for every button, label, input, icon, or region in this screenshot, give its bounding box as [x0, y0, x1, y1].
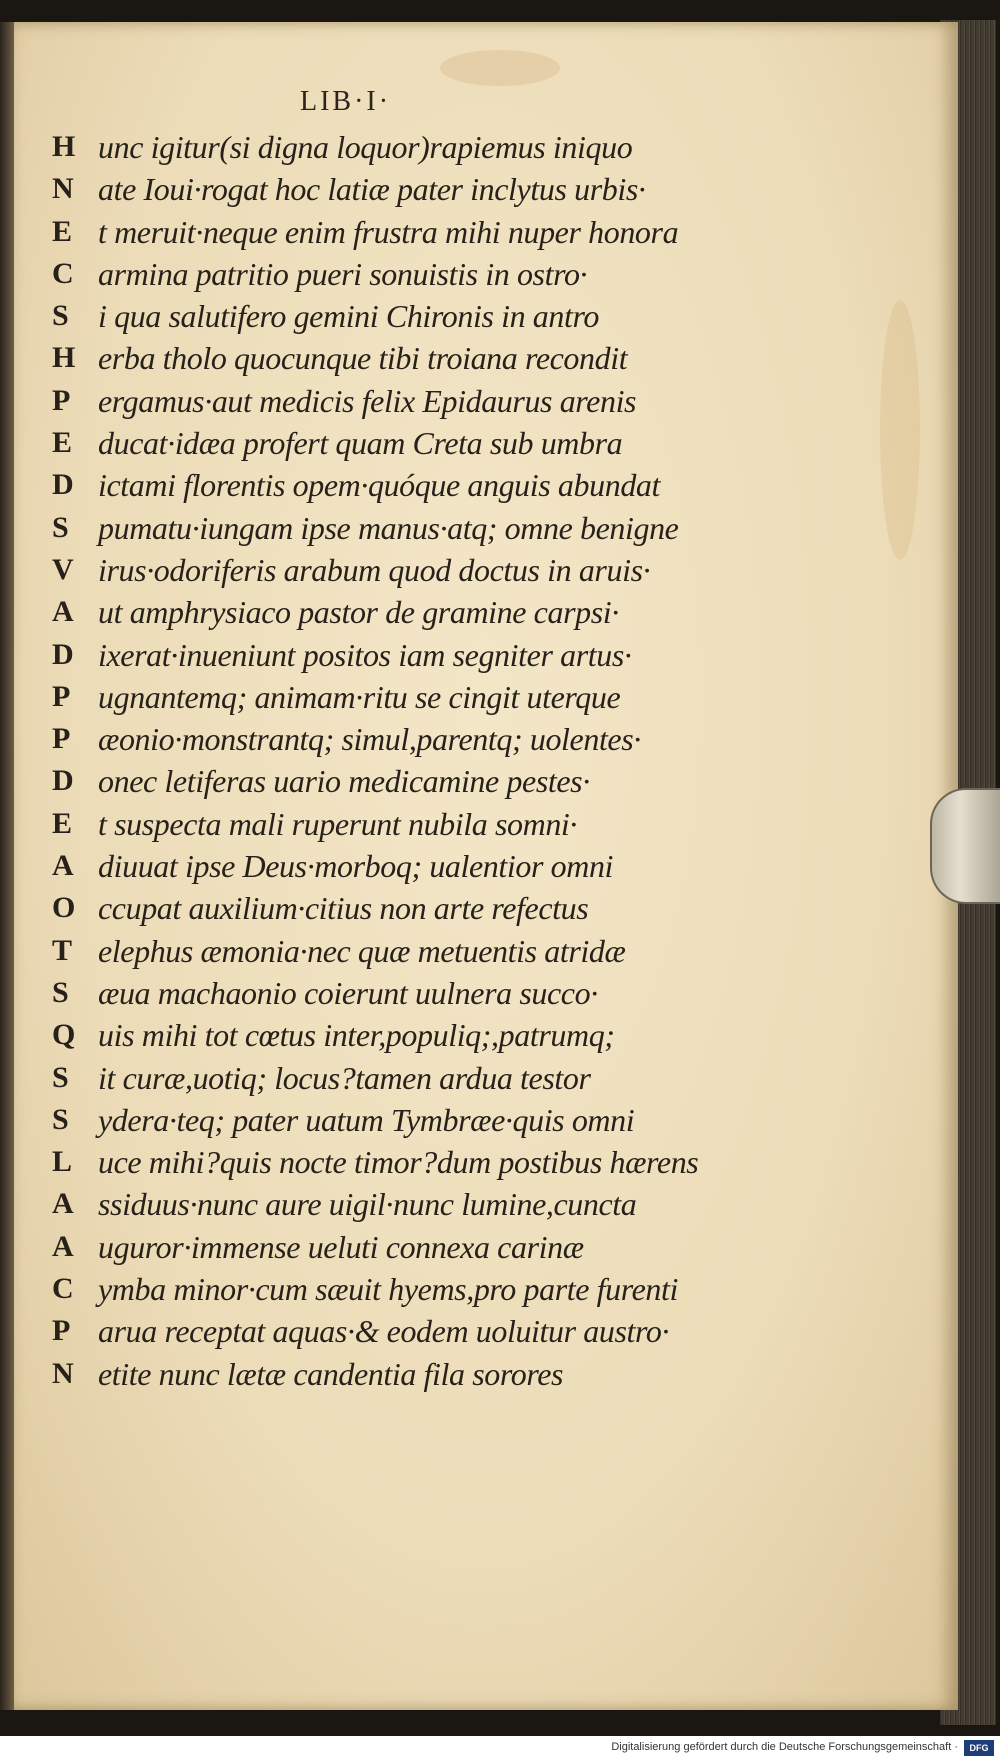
verse-initial: H: [52, 341, 76, 375]
verse-text: it curæ,uotiq; locus?tamen ardua testor: [98, 1059, 591, 1096]
verse-initial: C: [52, 1272, 74, 1306]
verse-line: [52, 337, 892, 379]
verse-text: ugnantemq; animam·ritu se cingit uterque: [98, 678, 621, 715]
verse-initial: N: [52, 1356, 74, 1390]
verse-initial: S: [52, 299, 69, 333]
verse-text: etite nunc lætæ candentia fila sorores: [98, 1355, 564, 1392]
verse-initial: D: [52, 764, 74, 798]
verse-line: [52, 1183, 892, 1225]
verse-text: arua receptat aquas·& eodem uoluitur austro·: [98, 1313, 670, 1350]
verse-line: [52, 1141, 892, 1183]
verse-line: [52, 1268, 892, 1310]
verse-initial: P: [52, 383, 71, 417]
book-gutter: [0, 22, 14, 1710]
verse-initial: A: [52, 1229, 74, 1263]
verse-text: ixerat·inueniunt positos iam segniter artus·: [98, 636, 632, 673]
verse-initial: D: [52, 637, 74, 671]
verse-text: i qua salutifero gemini Chironis in antro: [98, 298, 599, 335]
verse-line: [52, 845, 892, 887]
verse-text: ccupat auxilium·citius non arte refectus: [98, 890, 589, 927]
verse-initial: S: [52, 1060, 69, 1094]
verse-initial: L: [52, 1145, 73, 1179]
verse-line: [52, 1057, 892, 1099]
verse-initial: S: [52, 1102, 69, 1136]
verse-line: [52, 930, 892, 972]
verse-line: [52, 676, 892, 718]
verse-text: ssiduus·nunc aure uigil·nunc lumine,cuncta: [98, 1186, 637, 1223]
verse-text: ducat·idæa profert quam Creta sub umbra: [98, 425, 623, 462]
verse-initial: E: [52, 426, 73, 460]
verse-line: [52, 1353, 892, 1395]
verse-line: [52, 126, 892, 168]
verse-text: ergamus·aut medicis felix Epidaurus arenis: [98, 382, 637, 419]
verse-text: uce mihi?quis nocte timor?dum postibus hærens: [98, 1144, 699, 1181]
verse-line: [52, 1099, 892, 1141]
verse-line: [52, 549, 892, 591]
verse-text: æonio·monstrantq; simul,parentq; uolentes·: [98, 721, 641, 758]
verse-text: ymba minor·cum sæuit hyems,pro parte furenti: [98, 1271, 678, 1308]
verse-text: elephus æmonia·nec quæ metuentis atridæ: [98, 932, 626, 969]
verse-text: ictami florentis opem·quóque anguis abundat: [98, 467, 661, 504]
verse-initial: C: [52, 256, 74, 290]
verse-initial: D: [52, 468, 74, 502]
verse-block: [52, 126, 892, 1395]
verse-line: [52, 1310, 892, 1352]
verse-text: diuuat ipse Deus·morboq; ualentior omni: [98, 848, 614, 885]
verse-line: [52, 634, 892, 676]
verse-initial: P: [52, 1314, 71, 1348]
page-clip: [930, 788, 1000, 904]
verse-text: uguror·immense ueluti connexa carinæ: [98, 1228, 584, 1265]
verse-line: [52, 718, 892, 760]
verse-text: t suspecta mali ruperunt nubila somni·: [98, 805, 578, 842]
verse-initial: E: [52, 214, 73, 248]
verse-line: [52, 1014, 892, 1056]
verse-initial: A: [52, 1187, 74, 1221]
verse-line: [52, 1226, 892, 1268]
verse-line: [52, 464, 892, 506]
verse-text: unc igitur(si digna loquor)rapiemus iniquo: [98, 129, 633, 165]
verse-text: uis mihi tot cœtus inter,populiq;,patrumq;: [98, 1017, 615, 1054]
verse-line: [52, 380, 892, 422]
verse-initial: V: [52, 552, 74, 586]
verse-initial: Q: [52, 1018, 76, 1052]
verse-text: armina patritio pueri sonuistis in ostro·: [98, 255, 588, 292]
verse-initial: S: [52, 510, 69, 544]
verse-line: [52, 591, 892, 633]
verse-initial: P: [52, 722, 71, 756]
verse-text: ate Ioui·rogat hoc latiæ pater inclytus urbis·: [98, 171, 646, 208]
verse-initial: P: [52, 679, 71, 713]
dfg-logo: DFG: [964, 1740, 994, 1756]
verse-text: ydera·teq; pater uatum Tymbræe·quis omni: [98, 1101, 635, 1138]
running-head: LIB·I·: [300, 86, 392, 117]
verse-line: [52, 803, 892, 845]
verse-initial: S: [52, 975, 69, 1009]
verse-initial: A: [52, 595, 74, 629]
verse-line: [52, 972, 892, 1014]
verse-line: [52, 422, 892, 464]
digitization-credit: Digitalisierung gefördert durch die Deutsche Forschungsgemeinschaft ·: [611, 1741, 958, 1753]
verse-line: [52, 168, 892, 210]
verse-initial: H: [52, 130, 76, 163]
verse-initial: O: [52, 891, 76, 925]
verse-line: [52, 253, 892, 295]
verse-text: erba tholo quocunque tibi troiana recondit: [98, 340, 628, 377]
verse-initial: A: [52, 849, 74, 883]
verse-line: [52, 211, 892, 253]
verse-text: pumatu·iungam ipse manus·atq; omne benigne: [98, 509, 679, 546]
verse-line: [52, 295, 892, 337]
verse-text: ut amphrysiaco pastor de gramine carpsi·: [98, 594, 619, 631]
verse-text: æua machaonio coierunt uulnera succo·: [98, 974, 598, 1011]
verse-line: [52, 760, 892, 802]
verse-text: irus·odoriferis arabum quod doctus in aruis·: [98, 551, 651, 588]
verse-text: onec letiferas uario medicamine pestes·: [98, 763, 590, 800]
verse-line: [52, 507, 892, 549]
verse-initial: N: [52, 172, 74, 206]
verse-initial: T: [52, 933, 73, 967]
verse-text: t meruit·neque enim frustra mihi nuper honora: [98, 213, 679, 250]
paper-stain: [440, 50, 560, 86]
verse-line: [52, 887, 892, 929]
verse-initial: E: [52, 806, 73, 840]
